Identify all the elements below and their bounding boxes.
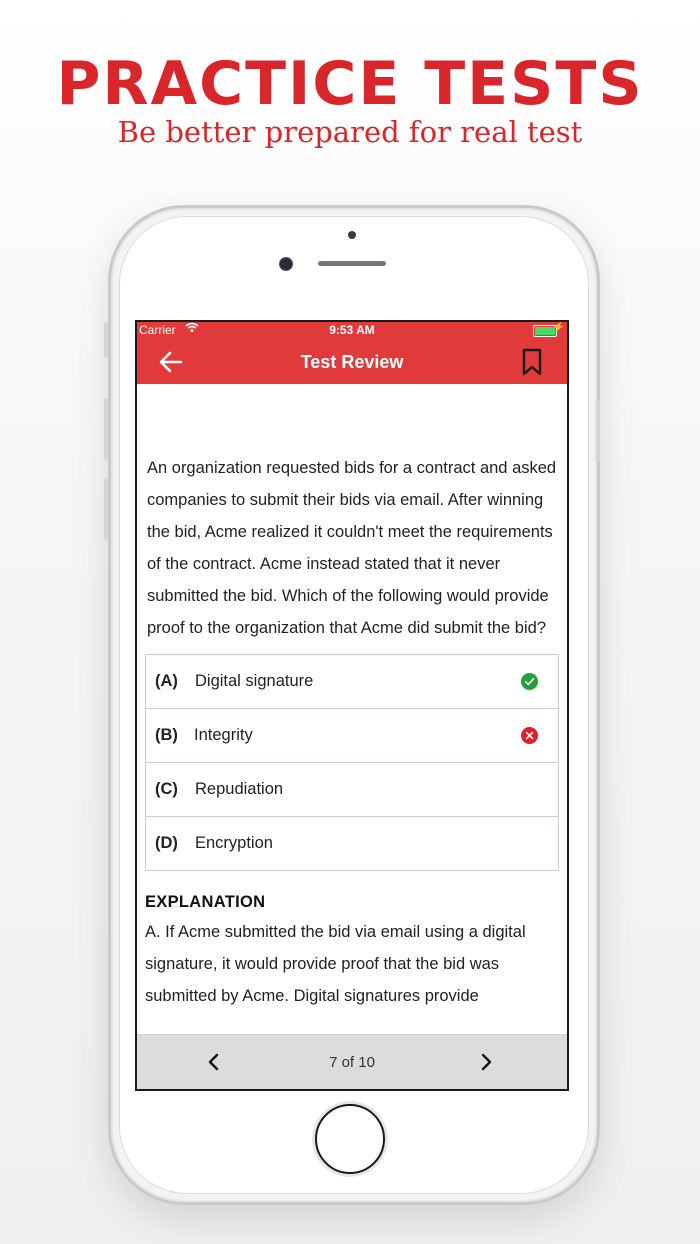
option-letter: (B)	[155, 726, 178, 744]
phone-volume-up	[104, 398, 108, 460]
option-d[interactable]	[146, 817, 558, 870]
status-time: 9:53 AM	[329, 323, 375, 337]
phone-power-button	[596, 400, 600, 462]
phone-speaker	[318, 261, 386, 266]
x-circle-icon	[521, 727, 538, 744]
option-c[interactable]	[146, 763, 558, 817]
app-screen	[135, 320, 569, 1091]
pager-bar	[137, 1034, 567, 1089]
chevron-right-icon[interactable]	[479, 1053, 493, 1071]
charging-icon: ⚡	[552, 322, 565, 333]
option-letter: (D)	[155, 834, 178, 852]
page-title: Test Review	[300, 352, 404, 372]
explanation-title: EXPLANATION	[145, 893, 266, 911]
app-header	[137, 322, 567, 384]
option-label: Digital signature	[195, 672, 314, 690]
option-b[interactable]	[146, 709, 558, 763]
status-bar	[137, 322, 567, 338]
question-text: An organization requested bids for a contract and asked companies to submit their bids via email. After winning the bid, Acme realized it couldn't meet the requirements of the contract. Acme instead stated that it never submitted the bid. Which of the following would provide proof to the organization that Acme did submit the bid?	[147, 459, 557, 637]
page-indicator: 7 of 10	[329, 1054, 375, 1071]
option-label: Repudiation	[195, 780, 284, 798]
bookmark-icon[interactable]	[519, 348, 545, 376]
promo-subtitle: Be better prepared for real test	[117, 115, 583, 149]
phone-home-button[interactable]	[315, 1104, 385, 1174]
carrier-label: Carrier	[139, 323, 176, 337]
review-content[interactable]	[145, 384, 559, 1033]
option-letter: (C)	[155, 780, 178, 798]
phone-volume-down	[104, 478, 108, 540]
phone-camera	[279, 257, 293, 271]
phone-mute-switch	[104, 322, 108, 358]
check-circle-icon	[521, 673, 538, 690]
option-label: Encryption	[195, 834, 273, 852]
option-letter: (A)	[155, 672, 178, 690]
option-a[interactable]	[146, 655, 558, 709]
answer-options	[145, 654, 559, 871]
option-label: Integrity	[194, 726, 253, 744]
phone-sensor	[348, 231, 356, 239]
explanation-text: A. If Acme submitted the bid via email using a digital signature, it would provide proof that the bid was submitted by Acme. Digital signatures provide	[145, 923, 526, 1005]
promo-title: PRACTICE TESTS	[56, 49, 644, 119]
